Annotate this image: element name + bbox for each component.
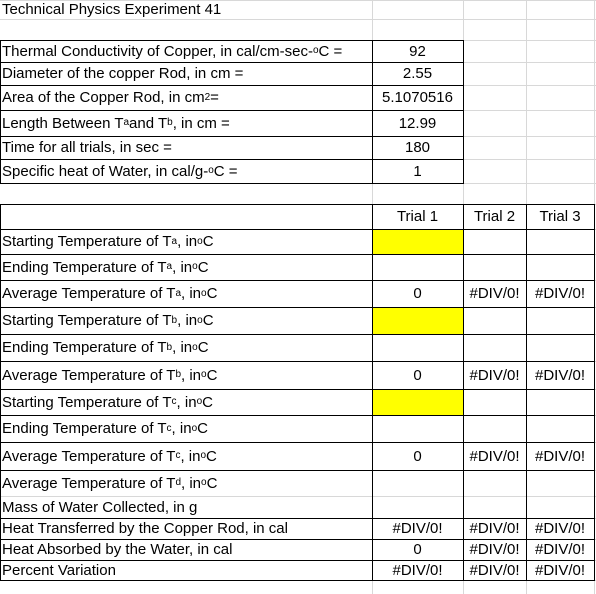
trial-3-value[interactable] [526,389,594,415]
constant-value[interactable]: 12.99 [398,114,437,132]
gridline-horizontal [0,580,596,581]
trial-2-value[interactable] [463,334,526,361]
constant-value[interactable]: 180 [404,139,431,156]
trial-1-value[interactable] [372,334,463,361]
row-label: Starting Temperature of T a , in o C [2,233,214,250]
trial-3-value[interactable] [526,254,594,280]
trial-1-value[interactable]: 0 [413,541,422,558]
trial-3-value[interactable] [526,470,594,496]
trial-2-value[interactable]: #DIV/0! [469,366,520,384]
gridline-vertical [594,0,595,594]
trial-3-value[interactable] [526,496,594,518]
trial-3-value[interactable] [526,229,594,254]
trial-3-value[interactable]: #DIV/0! [534,285,586,302]
row-label: Percent Variation [2,561,116,579]
trial-header-2: Trial 2 [473,208,516,225]
constant-label: Area of the Copper Rod, in cm 2 = [2,89,219,106]
trial-2-value[interactable] [463,470,526,496]
gridline-horizontal [0,183,596,184]
trial-2-value[interactable] [463,415,526,442]
page-title: Technical Physics Experiment 41 [2,1,222,18]
constant-label: Length Between T a and T b , in cm = [2,114,230,132]
trial-3-value[interactable]: #DIV/0! [534,561,586,579]
trial-2-value[interactable]: #DIV/0! [469,447,520,465]
constant-value[interactable]: 92 [409,42,426,60]
trial-2-value[interactable] [463,389,526,415]
constant-label: Thermal Conductivity of Copper, in cal/cm-sec- o C = [2,42,343,60]
constant-value[interactable]: 2.55 [402,65,433,82]
row-label: Ending Temperature of T b , in o C [2,339,209,356]
row-label: Starting Temperature of T b , in o C [2,312,214,329]
constant-value[interactable]: 5.1070516 [382,89,453,106]
constant-value[interactable]: 1 [413,162,422,180]
row-label: Ending Temperature of T a , in o C [2,258,209,276]
constant-label: Time for all trials, in sec = [2,139,172,156]
trial-1-value[interactable] [372,496,463,518]
trial-header-3: Trial 3 [539,208,581,225]
trial-2-value[interactable]: #DIV/0! [469,561,520,579]
row-label: Heat Transferred by the Copper Rod, in cal [2,520,288,537]
trial-1-value[interactable] [372,415,463,442]
trial-1-value[interactable] [372,307,463,334]
trial-2-value[interactable] [463,229,526,254]
trial-1-value[interactable] [372,470,463,496]
constant-label: Specific heat of Water, in cal/g- o C = [2,162,238,180]
trial-2-value[interactable]: #DIV/0! [469,520,520,537]
trial-2-value[interactable] [463,307,526,334]
trial-1-value[interactable]: 0 [413,366,422,384]
trial-3-value[interactable]: #DIV/0! [534,541,586,558]
row-label: Average Temperature of T c , in o C [2,447,217,465]
row-label: Ending Temperature of T c , in o C [2,420,208,437]
row-label: Mass of Water Collected, in g [2,498,198,516]
row-label: Heat Absorbed by the Water, in cal [2,541,233,558]
constant-label: Diameter of the copper Rod, in cm = [2,65,244,82]
trial-2-value[interactable]: #DIV/0! [469,541,520,558]
trial-1-value[interactable]: #DIV/0! [392,520,443,537]
row-label: Average Temperature of T d , in o C [2,474,218,492]
trial-3-value[interactable] [526,415,594,442]
trial-1-value[interactable]: 0 [413,447,422,465]
trial-2-value[interactable] [463,254,526,280]
trial-3-value[interactable] [526,334,594,361]
row-label: Average Temperature of T b , in o C [2,366,218,384]
trial-3-value[interactable] [526,307,594,334]
trial-3-value[interactable]: #DIV/0! [534,366,586,384]
trial-1-value[interactable]: 0 [413,285,422,302]
trial-1-value[interactable]: #DIV/0! [392,561,443,579]
row-label: Starting Temperature of T c , in o C [2,393,213,411]
trial-3-value[interactable]: #DIV/0! [534,520,586,537]
row-label: Average Temperature of T a , in o C [2,285,218,302]
trial-2-value[interactable]: #DIV/0! [469,285,520,302]
trial-1-value[interactable] [372,389,463,415]
gridline-horizontal [0,19,596,20]
trial-1-value[interactable] [372,254,463,280]
trial-3-value[interactable]: #DIV/0! [534,447,586,465]
trial-header-1: Trial 1 [396,208,439,225]
trial-1-value[interactable] [372,229,463,254]
trial-2-value[interactable] [463,496,526,518]
